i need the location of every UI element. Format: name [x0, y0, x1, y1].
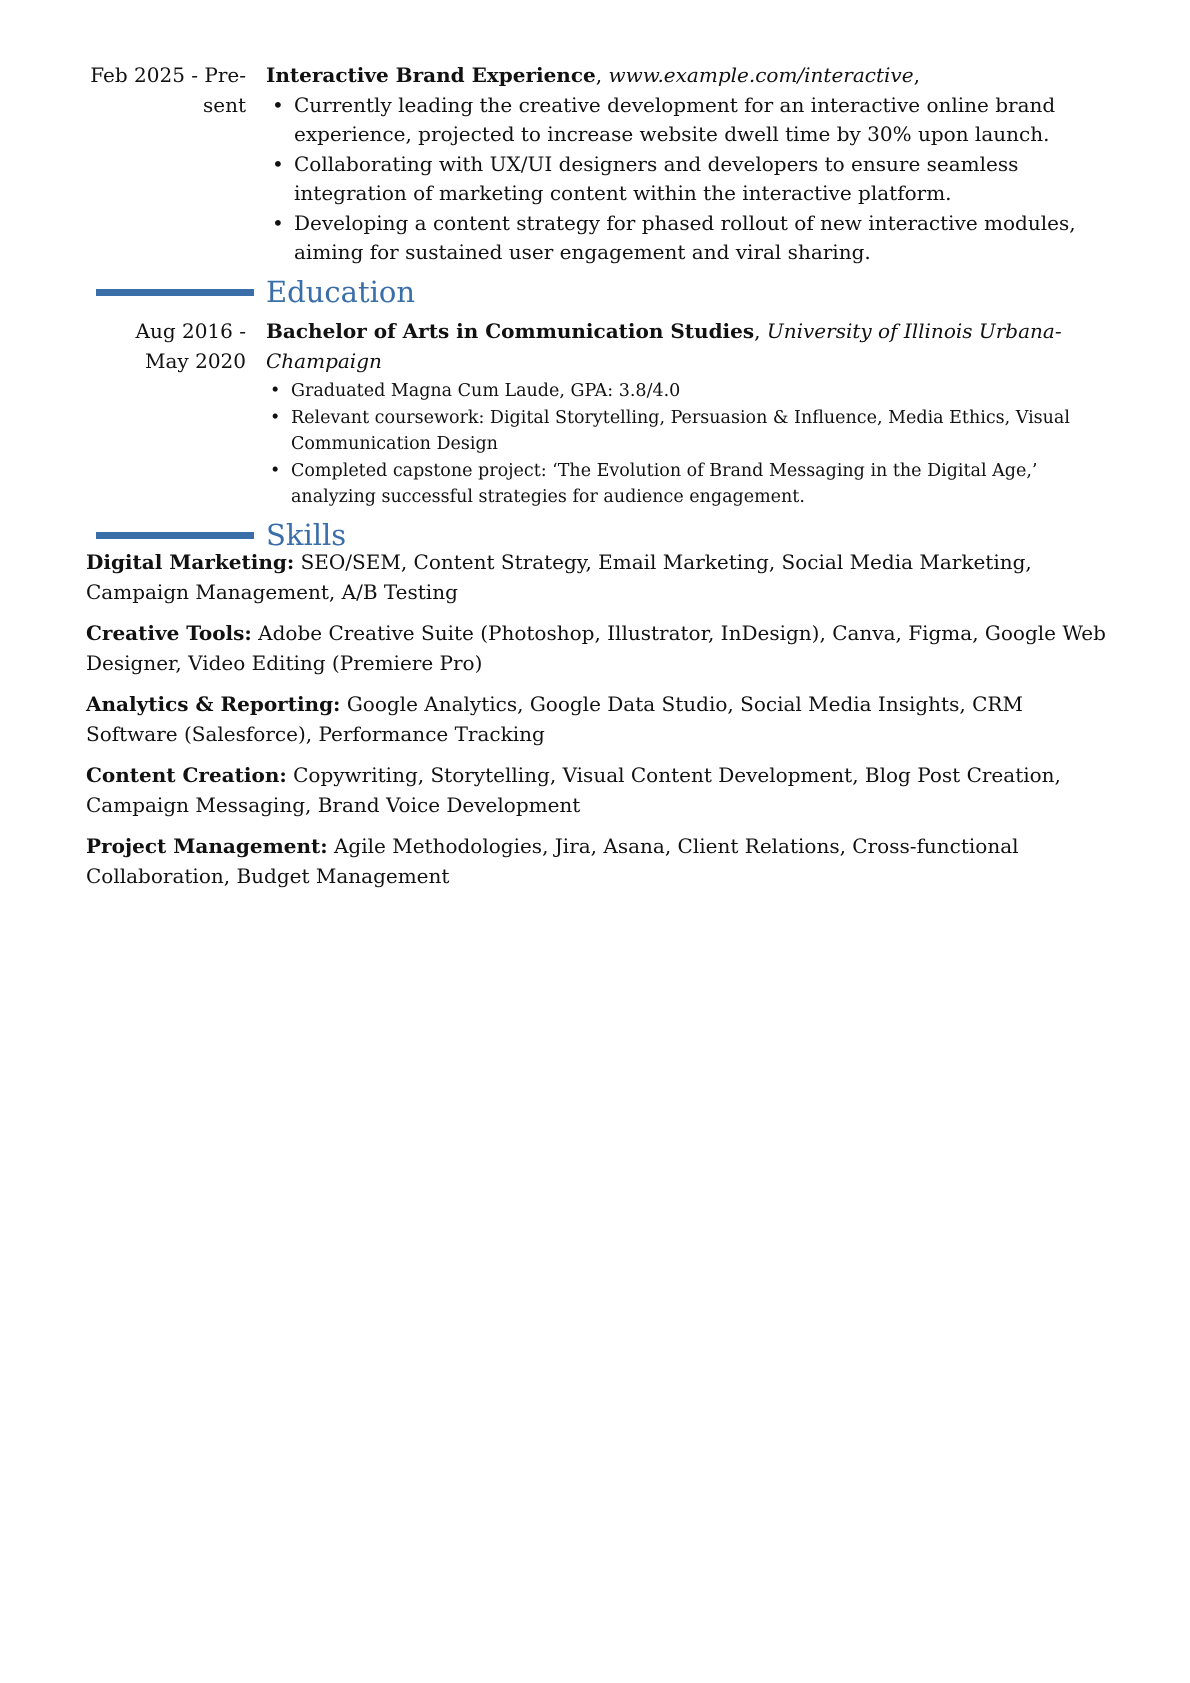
skill-name: Digital Marketing:: [86, 550, 295, 574]
skill-value: Copywriting, Storytelling, Visual Content Development, Blog Post Creation, Campaign Messaging, Brand Voice Development: [86, 763, 1061, 817]
education-bullet-3: • Completed capstone project: ‘The Evolution of Brand Messaging in the Digital Age,’ analyzing successful strategies for audience engagement.: [266, 458, 1106, 511]
skill-name: Project Management:: [86, 834, 328, 858]
experience-trailing: ,: [913, 63, 920, 87]
education-date-line1: Aug 2016 -: [135, 319, 246, 343]
experience-title: Interactive Brand Experience: [266, 63, 596, 87]
education-bullets: [266, 378, 1106, 511]
experience-bullet-2: • Collaborating with UX/UI designers and developers to ensure seamless integration of marketing content within the interactive platform.: [266, 150, 1106, 209]
education-school: University of Illinois Urbana-Champaign: [266, 319, 1062, 373]
education-date: [86, 317, 246, 376]
experience-bullet-1: • Currently leading the creative development for an interactive online brand experience, projected to increase website dwell time by 30% upon launch.: [266, 91, 1106, 150]
experience-url: www.example.com/interactive: [608, 63, 914, 87]
skill-item: [86, 548, 1106, 607]
experience-bullet-3: • Developing a content strategy for phased rollout of new interactive modules, aiming for sustained user engagement and viral sharing.: [266, 209, 1106, 268]
education-separator: ,: [754, 319, 761, 343]
experience-title-line: [266, 61, 1106, 91]
education-body: [266, 317, 1106, 511]
skill-value: Adobe Creative Suite (Photoshop, Illustrator, InDesign), Canva, Figma, Google Web Designer, Video Editing (Premiere Pro): [86, 621, 1106, 675]
section-rule: [96, 532, 254, 539]
skill-value: SEO/SEM, Content Strategy, Email Marketing, Social Media Marketing, Campaign Management, A/B Testing: [86, 550, 1032, 604]
experience-body: [266, 61, 1106, 268]
education-bullet-1: • Graduated Magna Cum Laude, GPA: 3.8/4.0: [266, 378, 1106, 405]
skill-item: [86, 761, 1106, 820]
section-rule: [96, 289, 254, 296]
education-bullet-2: • Relevant coursework: Digital Storytelling, Persuasion & Influence, Media Ethics, Visual Communication Design: [266, 405, 1106, 458]
experience-separator: ,: [595, 63, 603, 87]
skill-value: Google Analytics, Google Data Studio, Social Media Insights, CRM Software (Salesforce), Performance Tracking: [86, 692, 1023, 746]
skill-name: Analytics & Reporting:: [86, 692, 341, 716]
skill-name: Creative Tools:: [86, 621, 252, 645]
skill-item: [86, 619, 1106, 678]
experience-date-line2: sent: [202, 92, 246, 117]
skills-title: Skills: [266, 518, 347, 552]
education-date-line2: May 2020: [145, 348, 246, 373]
education-title-line: [266, 317, 1106, 376]
experience-date-line1: Feb 2025 - Pre-: [90, 63, 246, 87]
experience-bullets: [266, 91, 1106, 268]
education-title: Education: [266, 275, 416, 309]
skill-value: Agile Methodologies, Jira, Asana, Client Relations, Cross-functional Collaboration, Budget Management: [86, 834, 1019, 888]
skill-item: [86, 690, 1106, 749]
skills-list: [86, 548, 1106, 903]
education-degree: Bachelor of Arts in Communication Studies: [266, 319, 755, 343]
skill-item: [86, 832, 1106, 891]
education-heading: [96, 274, 1096, 310]
skill-name: Content Creation:: [86, 763, 287, 787]
experience-date: [86, 61, 246, 120]
